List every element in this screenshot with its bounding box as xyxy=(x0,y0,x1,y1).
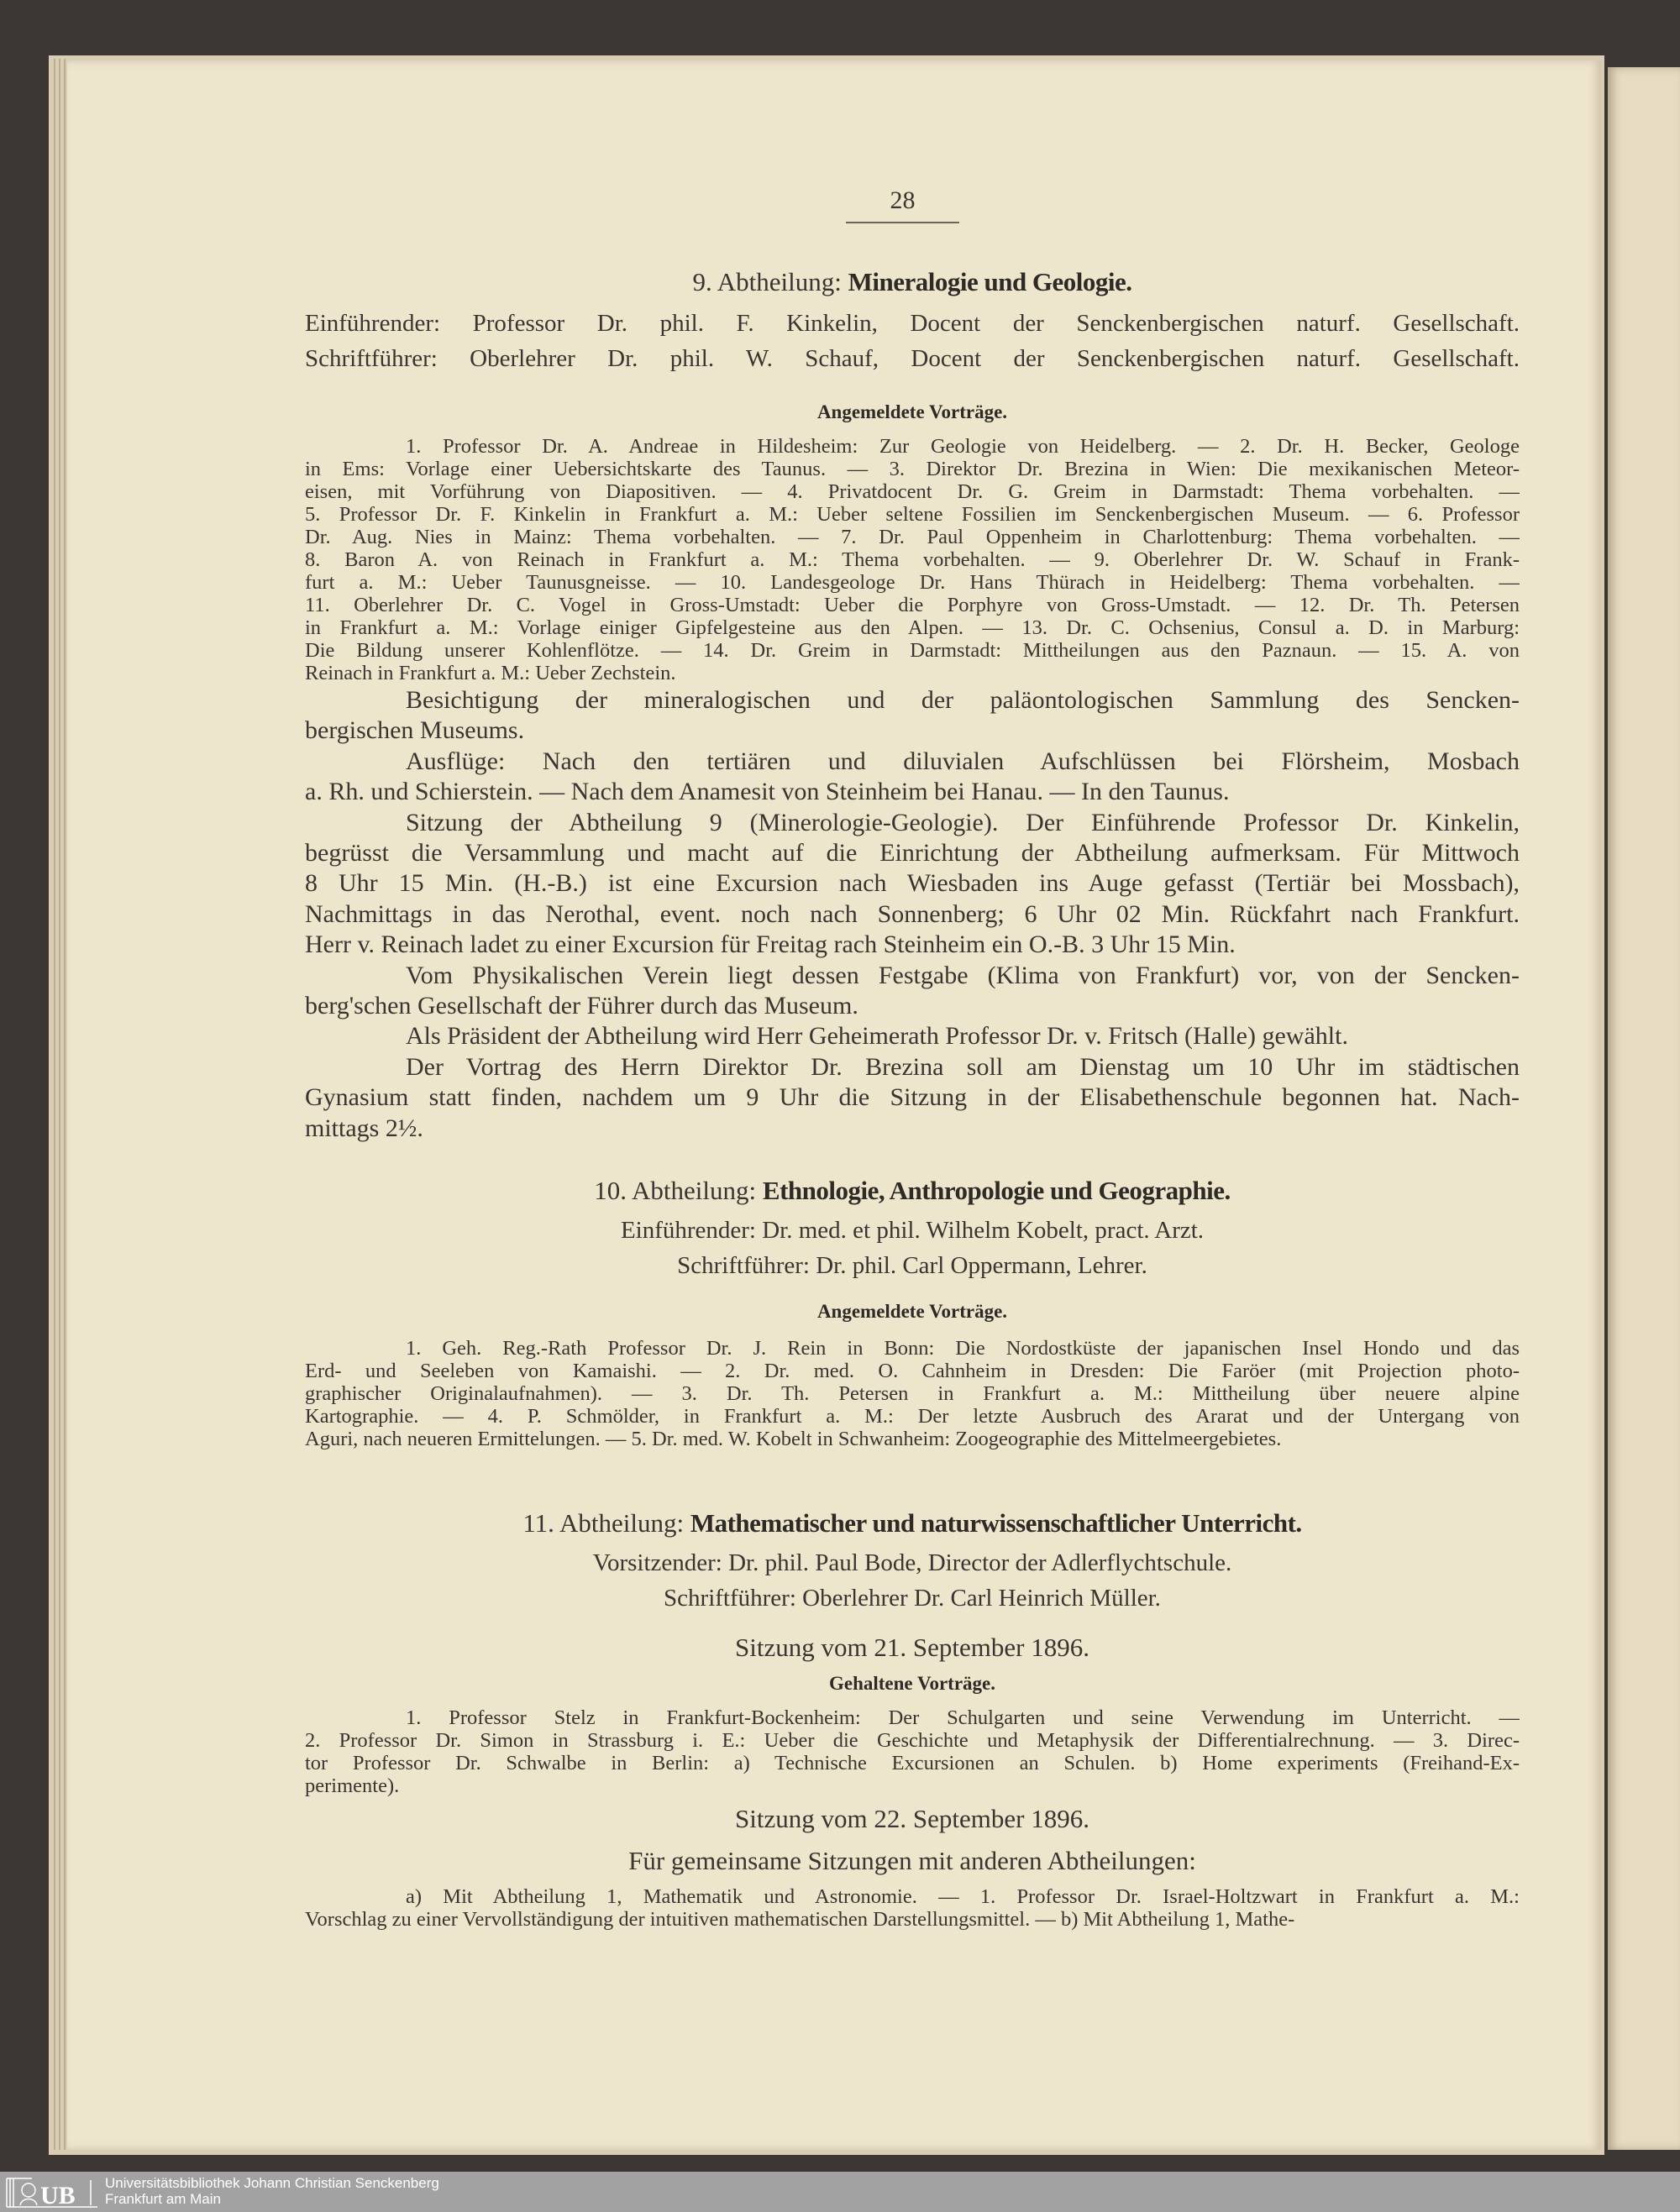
text-line: begrüsst die Versammlung und macht auf die Einrichtung der Abtheilung aufmerksam. Für Mittwoch xyxy=(305,839,1520,868)
text-line: Kartographie. — 4. P. Schmölder, in Frankfurt a. M.: Der letzte Ausbruch des Ararat und der Untergang von xyxy=(305,1405,1520,1428)
text-line: a) Mit Abtheilung 1, Mathematik und Astronomie. — 1. Professor Dr. Israel-Holtzwart in Frankfurt a. M.: xyxy=(406,1885,1520,1908)
text-line: Vom Physikalischen Verein liegt dessen Festgabe (Klima von Frankfurt) vor, von der Sencken- xyxy=(406,961,1520,989)
adjacent-page xyxy=(1608,67,1680,2150)
text-line: in Ems: Vorlage einer Uebersichtskarte des Taunus. — 3. Direktor Dr. Brezina in Wien: Die mexikanischen Meteor- xyxy=(305,458,1520,480)
text-line: Nachmittags in das Nerothal, event. noch nach Sonnenberg; 6 Uhr 02 Min. Rückfahrt nach Frankfurt. xyxy=(305,899,1520,928)
library-logo-icon xyxy=(3,2175,97,2209)
talks-heading: Angemeldete Vorträge. xyxy=(816,1301,1008,1322)
page-edge xyxy=(59,59,60,2150)
text-line: 1. Geh. Reg.-Rath Professor Dr. J. Rein in Bonn: Die Nordostküste der japanischen Insel Hondo und das xyxy=(406,1337,1520,1360)
text-line: Dr. Aug. Nies in Mainz: Thema vorbehalten. — 7. Dr. Paul Oppenheim in Charlottenburg: Thema vorbehalten. — xyxy=(305,526,1520,548)
section-11-heading xyxy=(305,1507,1520,1540)
text-line: mittags 2½. xyxy=(305,1114,423,1142)
library-name: Universitätsbibliothek Johann Christian Senckenberg xyxy=(105,2175,439,2191)
section-label: 9. Abtheilung: xyxy=(692,267,848,296)
library-city: Frankfurt am Main xyxy=(105,2191,221,2207)
page-edge xyxy=(64,59,66,2150)
text-line: bergischen Museums. xyxy=(305,716,525,745)
section-9-officers xyxy=(305,306,1520,376)
session-date: Sitzung vom 21. September 1896. xyxy=(735,1633,1089,1662)
text-line: graphischer Originalaufnahmen). — 3. Dr. Th. Petersen in Frankfurt a. M.: Mittheilung über neuere alpine xyxy=(305,1382,1520,1405)
text-line: Herr v. Reinach ladet zu einer Excursion für Freitag rach Steinheim ein O.-B. 3 Uhr 15 Min. xyxy=(305,930,1236,959)
svg-text:UB: UB xyxy=(40,2182,76,2209)
session-date: Sitzung vom 22. September 1896. xyxy=(735,1804,1089,1833)
talks-list xyxy=(305,1706,1520,1797)
text-line: 11. Oberlehrer Dr. C. Vogel in Gross-Umstadt: Ueber die Porphyre von Gross-Umstadt. — 12. Dr. Th. Petersen xyxy=(305,594,1520,616)
text-line: Reinach in Frankfurt a. M.: Ueber Zechstein. xyxy=(305,662,676,684)
officer-line: Einführender: Professor Dr. phil. F. Kinkelin, Docent der Senckenbergischen naturf. Gesellschaft. xyxy=(305,310,1520,337)
talks-list xyxy=(305,1337,1520,1450)
text-line: a. Rh. und Schierstein. — Nach dem Anamesit von Steinheim bei Hanau. — In den Taunus. xyxy=(305,778,1230,806)
section-label: 10. Abtheilung: xyxy=(594,1176,763,1205)
officer-line: Schriftführer: Dr. phil. Carl Oppermann, Lehrer. xyxy=(677,1252,1147,1279)
text-line: 1. Professor Dr. A. Andreae in Hildesheim: Zur Geologie von Heidelberg. — 2. Dr. H. Becker, Geologe xyxy=(406,435,1520,458)
text-line: 2. Professor Dr. Simon in Strassburg i. E.: Ueber die Geschichte und Metaphysik der Differentialrechnung. — 3. Direc- xyxy=(305,1729,1520,1752)
text-line: Ausflüge: Nach den tertiären und diluvialen Aufschlüssen bei Flörsheim, Mosbach xyxy=(406,747,1520,775)
section-11-officers xyxy=(305,1545,1520,1616)
text-line: Sitzung der Abtheilung 9 (Minerologie-Geologie). Der Einführende Professor Dr. Kinkelin, xyxy=(406,808,1520,836)
text-line: Besichtigung der mineralogischen und der paläontologischen Sammlung des Sencken- xyxy=(406,686,1520,714)
library-footer xyxy=(0,2172,1680,2212)
officer-line: Einführender: Dr. med. et phil. Wilhelm Kobelt, pract. Arzt. xyxy=(620,1217,1205,1244)
talks-list xyxy=(305,435,1520,684)
text-line: furt a. M.: Ueber Taunusgneisse. — 10. Landesgeologe Dr. Hans Thürach in Heidelberg: Thema vorbehalten. — xyxy=(305,571,1520,594)
joint-sessions-heading: Für gemeinsame Sitzungen mit anderen Abtheilungen: xyxy=(628,1846,1196,1875)
text-line: 1. Professor Stelz in Frankfurt-Bockenheim: Der Schulgarten und seine Verwendung im Unterricht. — xyxy=(406,1706,1520,1729)
text-line: 8. Baron A. von Reinach in Frankfurt a. M.: Thema vorbehalten. — 9. Oberlehrer Dr. W. Schauf in Frank- xyxy=(305,548,1520,571)
text-line: eisen, mit Vorführung von Diapositiven. — 4. Privatdocent Dr. G. Greim in Darmstadt: Thema vorbehalten. — xyxy=(305,480,1520,503)
text-line: perimente). xyxy=(305,1774,400,1797)
text-line: Vorschlag zu einer Vervollständigung der intuitiven mathematischen Darstellungsmittel. — b) Mit Abtheilung 1, Mathe- xyxy=(305,1908,1295,1931)
section-10-officers xyxy=(305,1213,1520,1283)
section-9-heading xyxy=(305,265,1520,299)
section-label: 11. Abtheilung: xyxy=(522,1508,690,1538)
joint-sessions-list xyxy=(305,1885,1520,1931)
text-line: Die Bildung unserer Kohlenflötze. — 14. Dr. Greim in Darmstadt: Mittheilungen aus den Paznaun. — 15. A. von xyxy=(305,639,1520,662)
text-line: Aguri, nach neueren Ermittelungen. — 5. Dr. med. W. Kobelt in Schwanheim: Zoogeographie des Mittelmeergebietes. xyxy=(305,1428,1282,1450)
section-title: Ethnologie, Anthropologie und Geographie. xyxy=(762,1176,1231,1205)
section-title: Mineralogie und Geologie. xyxy=(848,267,1132,296)
page-number-rule xyxy=(846,222,959,223)
section-9-body xyxy=(305,685,1520,1144)
text-line: tor Professor Dr. Schwalbe in Berlin: a) Technische Excursionen an Schulen. b) Home experiments (Freihand-Ex- xyxy=(305,1752,1520,1774)
officer-line: Vorsitzender: Dr. phil. Paul Bode, Director der Adlerflychtschule. xyxy=(592,1549,1232,1576)
page-edge xyxy=(54,59,55,2150)
text-line: 5. Professor Dr. F. Kinkelin in Frankfurt a. M.: Ueber seltene Fossilien im Senckenbergischen Museum. — 6. Professor xyxy=(305,503,1520,526)
text-line: in Frankfurt a. M.: Vorlage einiger Gipfelgesteine aus den Alpen. — 13. Dr. C. Ochsenius, Consul a. D. in Marburg: xyxy=(305,616,1520,639)
text-line: 8 Uhr 15 Min. (H.-B.) ist eine Excursion nach Wiesbaden ins Auge gefasst (Tertiär bei Mossbach), xyxy=(305,869,1520,898)
officer-line: Schriftführer: Oberlehrer Dr. Carl Heinrich Müller. xyxy=(664,1585,1161,1612)
section-title: Mathematischer und naturwissenschaftlicher Unterricht. xyxy=(690,1508,1302,1538)
text-line: Gynasium statt finden, nachdem um 9 Uhr die Sitzung in der Elisabethenschule begonnen hat. Nach- xyxy=(305,1083,1520,1112)
text-line: Erd- und Seeleben von Kamaishi. — 2. Dr. med. O. Cahnheim in Dresden: Die Faröer (mit Projection photo- xyxy=(305,1360,1520,1382)
text-line: berg'schen Gesellschaft der Führer durch das Museum. xyxy=(305,992,858,1020)
section-10-heading xyxy=(305,1174,1520,1208)
officer-line: Schriftführer: Oberlehrer Dr. phil. W. Schauf, Docent der Senckenbergischen naturf. Gesellschaft. xyxy=(305,345,1520,372)
talks-heading: Angemeldete Vorträge. xyxy=(816,401,1008,422)
talks-heading: Gehaltene Vorträge. xyxy=(828,1673,995,1694)
text-line: Als Präsident der Abtheilung wird Herr Geheimerath Professor Dr. v. Fritsch (Halle) gewählt. xyxy=(406,1022,1348,1051)
text-line: Der Vortrag des Herrn Direktor Dr. Brezina soll am Dienstag um 10 Uhr im städtischen xyxy=(406,1052,1520,1081)
page-number: 28 xyxy=(890,186,916,214)
